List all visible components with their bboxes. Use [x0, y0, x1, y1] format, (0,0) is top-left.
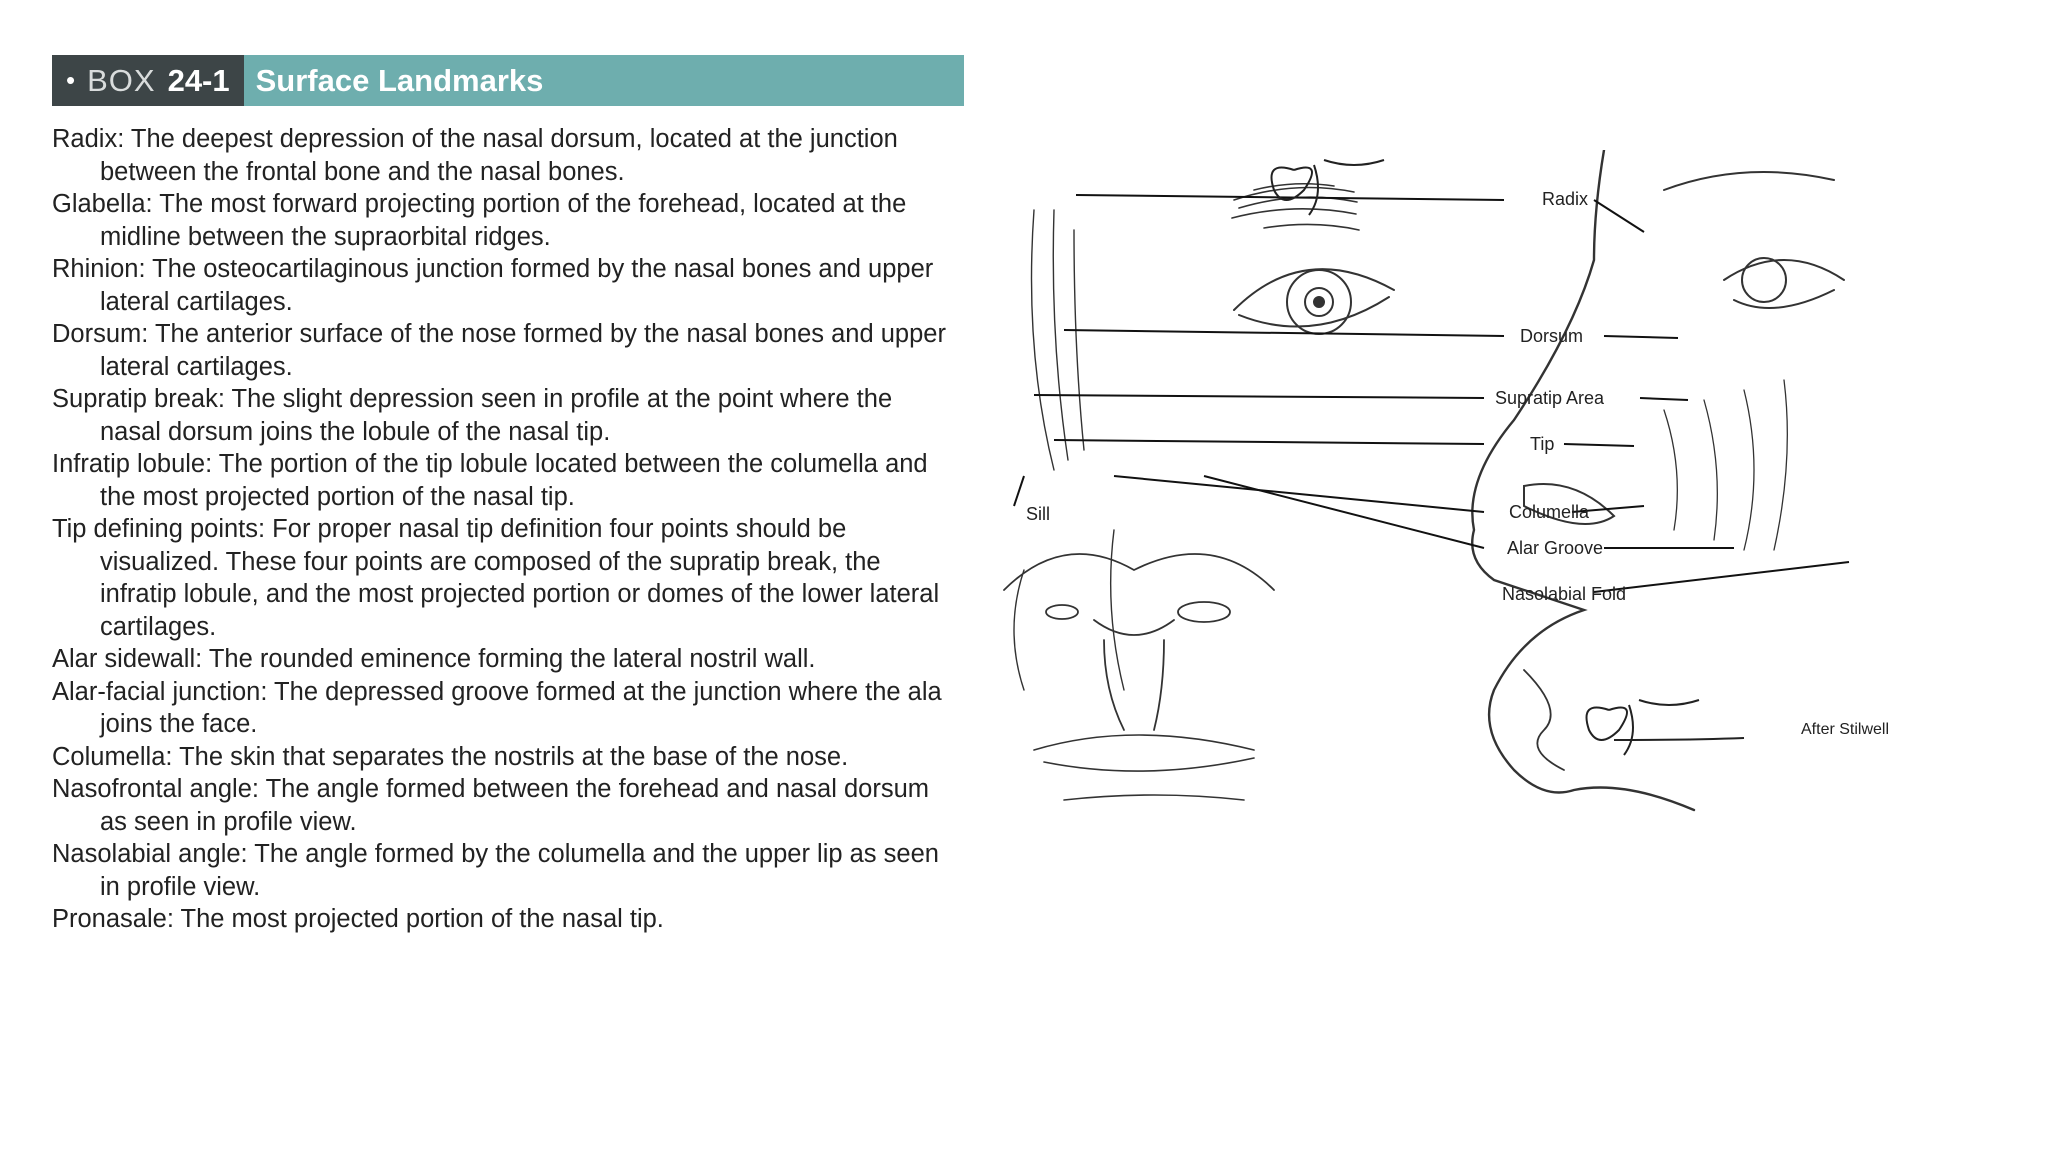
entry-pronasale: Pronasale: The most projected portion of the nasal tip. [52, 905, 664, 933]
landmark-definitions [52, 123, 952, 936]
nasolabial-fold-leader [1594, 562, 1849, 592]
nose-front [1004, 554, 1274, 730]
label-sill: Sill [1026, 504, 1051, 524]
entry-alar-sidewall: Alar sidewall: The rounded eminence forming the lateral nostril wall. [52, 645, 816, 673]
entry-tip-defining-points: Tip defining points: For proper nasal tip definition four points should be visualized. These four points are composed of the supratip break, the infratip lobule, and the most projected portion or domes of the lower lateral cartilages. [52, 515, 940, 641]
entry-glabella: Glabella: The most forward projecting portion of the forehead, located at the midline between the supraorbital ridges. [52, 190, 907, 251]
cheek-hatching [1664, 380, 1787, 550]
profile-outline [1472, 150, 1694, 810]
leader-lines [1014, 195, 1849, 592]
entry-radix: Radix: The deepest depression of the nasal dorsum, located at the junction between the frontal bone and the nasal bones. [52, 125, 898, 186]
entry-nasofrontal-angle: Nasofrontal angle: The angle formed between the forehead and nasal dorsum as seen in profile view. [52, 775, 930, 836]
entry-alar-facial-junction: Alar-facial junction: The depressed groove formed at the junction where the ala joins the face. [52, 677, 942, 738]
label-dorsum: Dorsum [1520, 326, 1584, 346]
frontal-face-drawing [1004, 184, 1394, 800]
credit-after-stilwell: After Stilwell [1801, 721, 1890, 738]
box-bullet: • [66, 65, 76, 95]
box-number-label [52, 55, 244, 106]
box-word: BOX [87, 62, 156, 98]
sill-leader [1014, 476, 1024, 506]
alar-groove-leader [1204, 476, 1734, 548]
label-nasolabial-fold: Nasolabial Fold [1502, 584, 1627, 604]
label-radix: Radix [1542, 189, 1589, 209]
label-columella: Columella [1509, 502, 1590, 522]
eye-profile [1664, 172, 1844, 308]
dorsum-leader [1064, 330, 1678, 338]
label-tip: Tip [1530, 434, 1555, 454]
entry-columella: Columella: The skin that separates the nostrils at the base of the nose. [52, 742, 849, 771]
eye-front [1234, 269, 1394, 334]
artist-signature-bottom [1587, 700, 1745, 755]
label-alar-groove: Alar Groove [1507, 538, 1604, 558]
entry-nasolabial-angle: Nasolabial angle: The angle formed by the columella and the upper lip as seen in profile view. [52, 840, 939, 901]
profile-face-drawing [1472, 150, 1844, 810]
brow-hatching [1232, 184, 1359, 230]
entry-rhinion: Rhinion: The osteocartilaginous junction formed by the nasal bones and upper lateral cartilages. [52, 255, 934, 316]
box-number: 24-1 [167, 62, 230, 98]
box-header [52, 55, 964, 106]
entry-supratip-break: Supratip break: The slight depression seen in profile at the point where the nasal dorsum joins the lobule of the nasal tip. [52, 385, 893, 446]
label-supratip-area: Supratip Area [1495, 388, 1605, 408]
box-title: Surface Landmarks [244, 55, 964, 106]
entry-infratip-lobule: Infratip lobule: The portion of the tip lobule located between the columella and the most projected portion of the nasal tip. [52, 450, 928, 511]
entry-dorsum: Dorsum: The anterior surface of the nose formed by the nasal bones and upper lateral cartilages. [52, 320, 946, 381]
nose-landmarks-illustration [964, 150, 2048, 970]
lips-front [1034, 735, 1254, 800]
